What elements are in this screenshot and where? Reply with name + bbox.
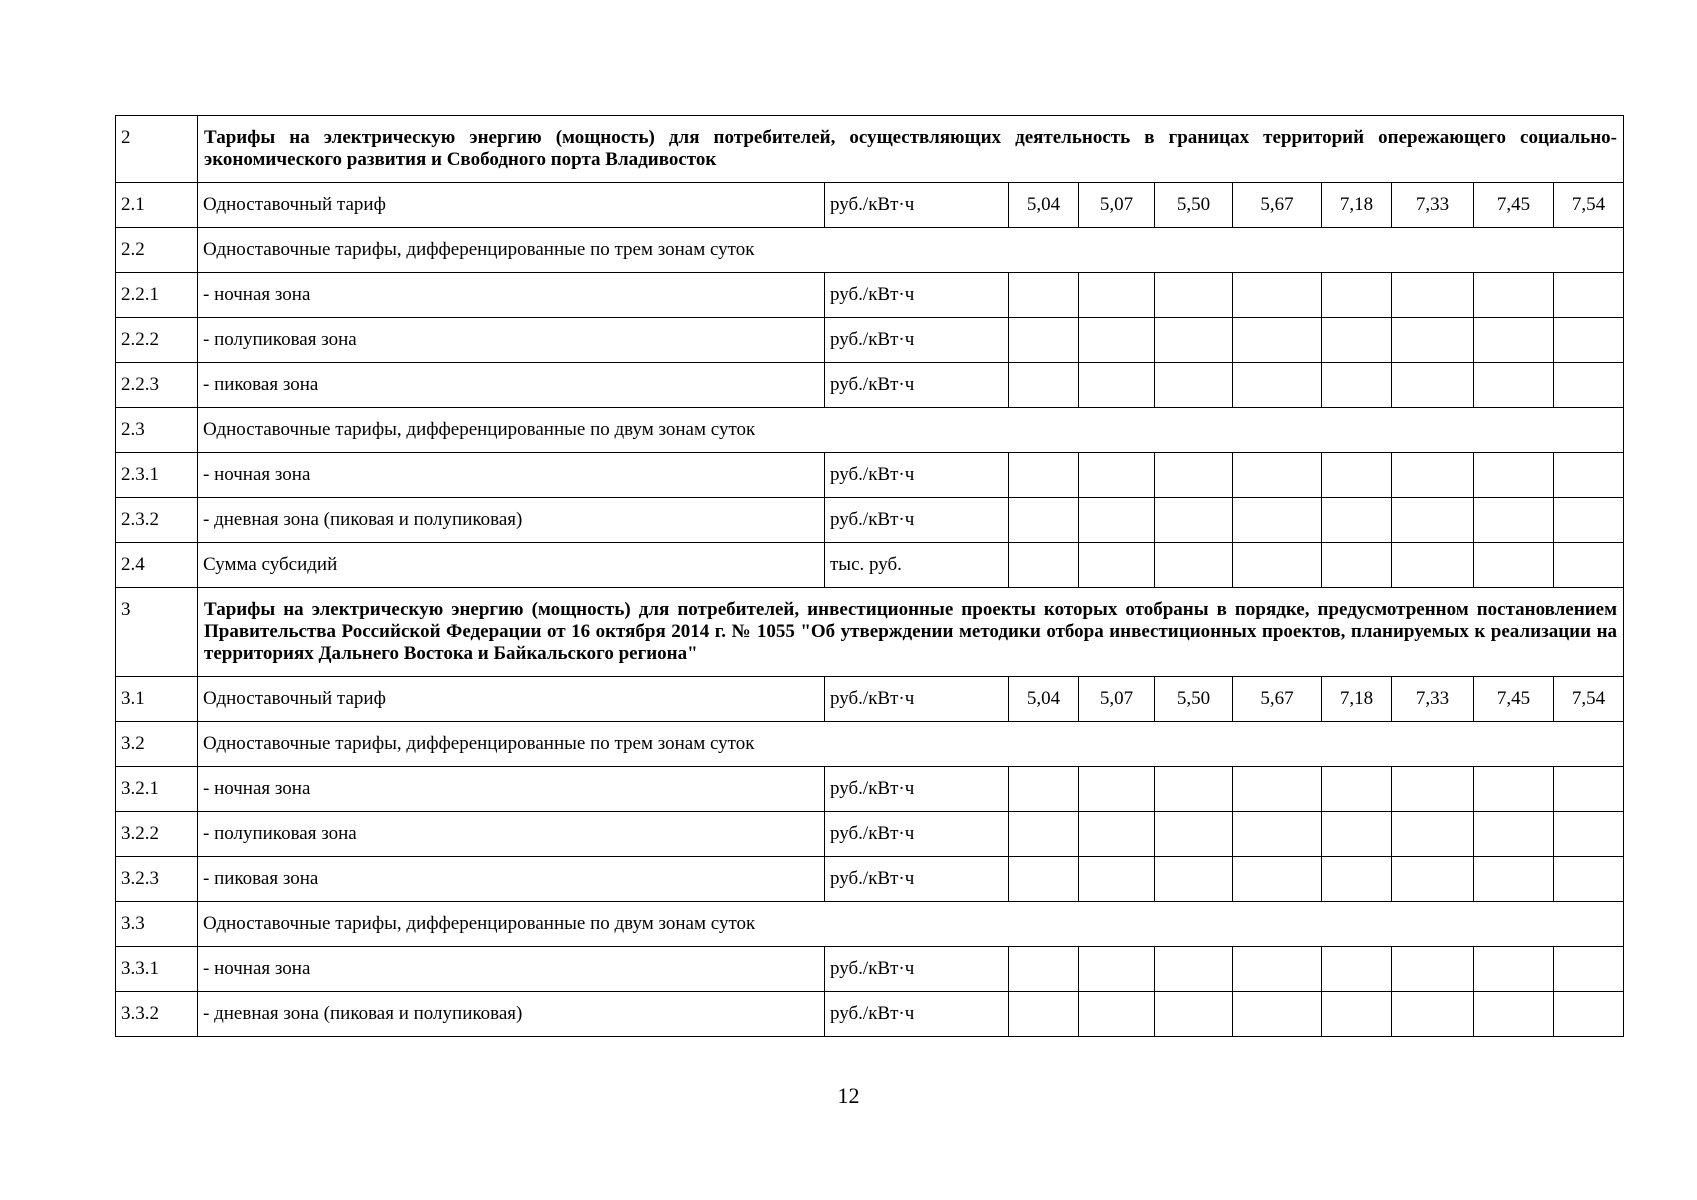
row-number: 2.2.3: [116, 363, 198, 408]
value-cell: [1079, 498, 1155, 543]
row-label: - ночная зона: [198, 767, 825, 812]
row-number: 3.2.3: [116, 857, 198, 902]
value-cell: [1474, 363, 1554, 408]
value-cell: [1474, 453, 1554, 498]
value-cell: [1322, 767, 1392, 812]
value-cell: [1079, 543, 1155, 588]
value-cell: [1233, 767, 1322, 812]
row-label: - дневная зона (пиковая и полупиковая): [198, 498, 825, 543]
value-cell: [1322, 857, 1392, 902]
value-cell: 7,45: [1474, 677, 1554, 722]
value-cell: [1474, 543, 1554, 588]
value-cell: [1554, 453, 1624, 498]
value-cell: 5,67: [1233, 677, 1322, 722]
value-cell: [1155, 812, 1233, 857]
value-cell: [1474, 498, 1554, 543]
row-label: - пиковая зона: [198, 857, 825, 902]
value-cell: [1155, 767, 1233, 812]
value-cell: [1009, 363, 1079, 408]
row-number: 2.2.1: [116, 273, 198, 318]
group-row: [116, 902, 1624, 947]
value-cell: [1322, 812, 1392, 857]
section-row: [116, 588, 1624, 677]
value-cell: [1009, 498, 1079, 543]
row-number: 3.3.1: [116, 947, 198, 992]
value-cell: [1155, 947, 1233, 992]
table-row: [116, 498, 1624, 543]
row-number: 3.2.2: [116, 812, 198, 857]
value-cell: [1233, 947, 1322, 992]
tariff-table-body: [116, 116, 1624, 1037]
unit-cell: руб./кВт·ч: [825, 947, 1009, 992]
value-cell: [1079, 318, 1155, 363]
row-number: 2.1: [116, 183, 198, 228]
value-cell: [1009, 812, 1079, 857]
row-number: 2.3.2: [116, 498, 198, 543]
value-cell: 7,54: [1554, 677, 1624, 722]
value-cell: [1155, 498, 1233, 543]
value-cell: [1079, 767, 1155, 812]
value-cell: [1554, 947, 1624, 992]
value-cell: 7,45: [1474, 183, 1554, 228]
section-title: Тарифы на электрическую энергию (мощность) для потребителей, осуществляющих деятельность в границах территорий опережающего социально-экономического развития и Свободного порта Владивосток: [198, 116, 1624, 183]
unit-cell: тыс. руб.: [825, 543, 1009, 588]
unit-cell: руб./кВт·ч: [825, 273, 1009, 318]
value-cell: [1155, 857, 1233, 902]
value-cell: [1009, 318, 1079, 363]
value-cell: [1474, 767, 1554, 812]
unit-cell: руб./кВт·ч: [825, 857, 1009, 902]
row-label: - пиковая зона: [198, 363, 825, 408]
table-row: [116, 183, 1624, 228]
value-cell: [1554, 812, 1624, 857]
table-row: [116, 677, 1624, 722]
page-number: 12: [837, 1083, 860, 1108]
value-cell: [1079, 992, 1155, 1037]
row-label: Одноставочный тариф: [198, 183, 825, 228]
value-cell: [1155, 543, 1233, 588]
value-cell: [1392, 363, 1474, 408]
value-cell: [1079, 857, 1155, 902]
value-cell: [1233, 812, 1322, 857]
value-cell: [1079, 947, 1155, 992]
row-label: Одноставочный тариф: [198, 677, 825, 722]
row-number: 3.1: [116, 677, 198, 722]
value-cell: [1233, 992, 1322, 1037]
value-cell: [1009, 947, 1079, 992]
table-row: [116, 947, 1624, 992]
row-number: 3.3: [116, 902, 198, 947]
value-cell: [1009, 767, 1079, 812]
row-number: 3.3.2: [116, 992, 198, 1037]
group-label: Одноставочные тарифы, дифференцированные по двум зонам суток: [198, 902, 1624, 947]
row-label: Сумма субсидий: [198, 543, 825, 588]
value-cell: [1392, 992, 1474, 1037]
value-cell: 5,07: [1079, 183, 1155, 228]
value-cell: [1009, 992, 1079, 1037]
table-row: [116, 363, 1624, 408]
value-cell: 7,18: [1322, 183, 1392, 228]
table-row: [116, 543, 1624, 588]
value-cell: [1009, 543, 1079, 588]
group-row: [116, 408, 1624, 453]
unit-cell: руб./кВт·ч: [825, 453, 1009, 498]
value-cell: 5,50: [1155, 183, 1233, 228]
value-cell: 7,18: [1322, 677, 1392, 722]
value-cell: [1155, 453, 1233, 498]
value-cell: 5,04: [1009, 183, 1079, 228]
row-number: 2.4: [116, 543, 198, 588]
value-cell: [1474, 947, 1554, 992]
value-cell: [1554, 992, 1624, 1037]
section-row: [116, 116, 1624, 183]
unit-cell: руб./кВт·ч: [825, 677, 1009, 722]
value-cell: [1322, 453, 1392, 498]
value-cell: [1079, 812, 1155, 857]
value-cell: 7,33: [1392, 677, 1474, 722]
value-cell: 5,67: [1233, 183, 1322, 228]
value-cell: [1392, 543, 1474, 588]
value-cell: [1322, 273, 1392, 318]
value-cell: [1392, 318, 1474, 363]
table-row: [116, 767, 1624, 812]
unit-cell: руб./кВт·ч: [825, 992, 1009, 1037]
value-cell: [1474, 318, 1554, 363]
unit-cell: руб./кВт·ч: [825, 363, 1009, 408]
value-cell: [1233, 498, 1322, 543]
value-cell: [1554, 857, 1624, 902]
row-label: - полупиковая зона: [198, 318, 825, 363]
value-cell: [1392, 453, 1474, 498]
value-cell: [1322, 947, 1392, 992]
value-cell: [1233, 273, 1322, 318]
value-cell: [1554, 273, 1624, 318]
table-row: [116, 992, 1624, 1037]
table-row: [116, 857, 1624, 902]
row-number: 2.3.1: [116, 453, 198, 498]
value-cell: [1155, 318, 1233, 363]
value-cell: [1322, 498, 1392, 543]
value-cell: [1322, 543, 1392, 588]
value-cell: [1474, 273, 1554, 318]
unit-cell: руб./кВт·ч: [825, 812, 1009, 857]
value-cell: [1554, 363, 1624, 408]
value-cell: [1322, 318, 1392, 363]
value-cell: [1079, 273, 1155, 318]
row-number: 3.2.1: [116, 767, 198, 812]
value-cell: [1233, 363, 1322, 408]
row-number: 3.2: [116, 722, 198, 767]
value-cell: [1233, 453, 1322, 498]
value-cell: [1392, 273, 1474, 318]
value-cell: [1233, 543, 1322, 588]
row-number: 3: [116, 588, 198, 677]
value-cell: [1392, 498, 1474, 543]
row-label: - ночная зона: [198, 273, 825, 318]
value-cell: [1009, 857, 1079, 902]
value-cell: [1009, 273, 1079, 318]
section-title: Тарифы на электрическую энергию (мощность) для потребителей, инвестиционные проекты которых отобраны в порядке, предусмотренном постановлением Правительства Российской Федерации от 16 октября 2014 г. № 1055 "Об утверждении методики отбора инвестиционных проектов, планируемых к реализации на территориях Дальнего Востока и Байкальского региона": [198, 588, 1624, 677]
table-row: [116, 812, 1624, 857]
group-row: [116, 228, 1624, 273]
value-cell: 7,33: [1392, 183, 1474, 228]
unit-cell: руб./кВт·ч: [825, 498, 1009, 543]
value-cell: [1322, 992, 1392, 1037]
row-label: - ночная зона: [198, 453, 825, 498]
row-number: 2.2.2: [116, 318, 198, 363]
value-cell: [1474, 812, 1554, 857]
value-cell: [1554, 543, 1624, 588]
value-cell: 5,50: [1155, 677, 1233, 722]
table-row: [116, 273, 1624, 318]
group-label: Одноставочные тарифы, дифференцированные по трем зонам суток: [198, 228, 1624, 273]
value-cell: [1155, 273, 1233, 318]
value-cell: [1322, 363, 1392, 408]
table-row: [116, 318, 1624, 363]
value-cell: [1155, 363, 1233, 408]
value-cell: [1392, 947, 1474, 992]
value-cell: [1392, 857, 1474, 902]
value-cell: [1233, 318, 1322, 363]
value-cell: [1392, 812, 1474, 857]
table-row: [116, 453, 1624, 498]
row-number: 2: [116, 116, 198, 183]
group-label: Одноставочные тарифы, дифференцированные по двум зонам суток: [198, 408, 1624, 453]
value-cell: 7,54: [1554, 183, 1624, 228]
row-number: 2.2: [116, 228, 198, 273]
value-cell: [1474, 992, 1554, 1037]
value-cell: [1554, 318, 1624, 363]
value-cell: [1009, 453, 1079, 498]
value-cell: [1554, 498, 1624, 543]
unit-cell: руб./кВт·ч: [825, 767, 1009, 812]
unit-cell: руб./кВт·ч: [825, 183, 1009, 228]
group-label: Одноставочные тарифы, дифференцированные по трем зонам суток: [198, 722, 1624, 767]
value-cell: [1474, 857, 1554, 902]
value-cell: [1079, 363, 1155, 408]
value-cell: [1554, 767, 1624, 812]
tariff-table: [115, 115, 1624, 1037]
value-cell: [1079, 453, 1155, 498]
group-row: [116, 722, 1624, 767]
value-cell: [1233, 857, 1322, 902]
value-cell: 5,07: [1079, 677, 1155, 722]
unit-cell: руб./кВт·ч: [825, 318, 1009, 363]
value-cell: 5,04: [1009, 677, 1079, 722]
row-label: - полупиковая зона: [198, 812, 825, 857]
value-cell: [1155, 992, 1233, 1037]
row-number: 2.3: [116, 408, 198, 453]
row-label: - дневная зона (пиковая и полупиковая): [198, 992, 825, 1037]
row-label: - ночная зона: [198, 947, 825, 992]
value-cell: [1392, 767, 1474, 812]
